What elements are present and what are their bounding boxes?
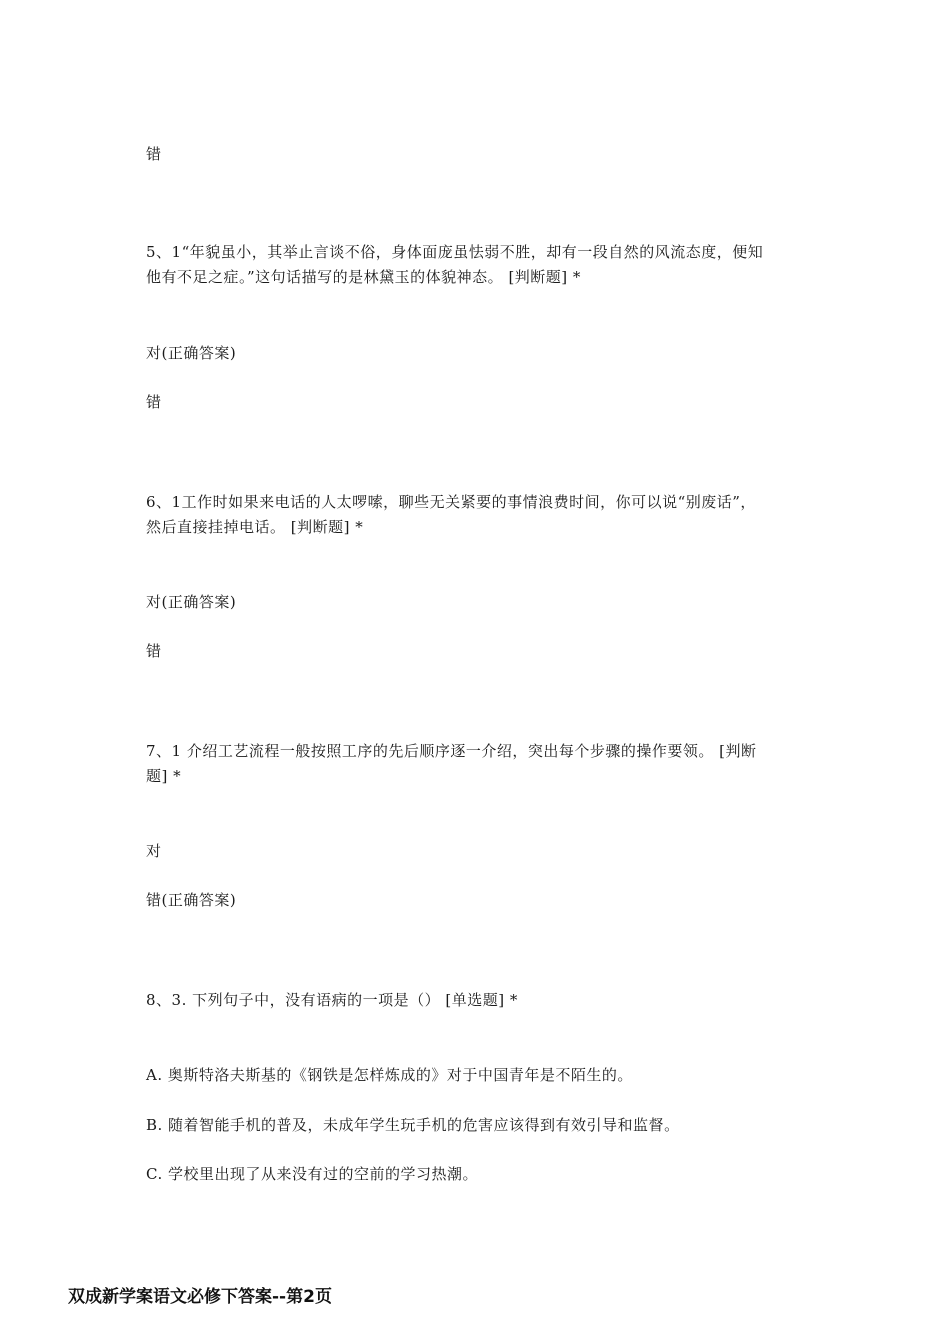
question-5-option-true: 对(正确答案): [146, 344, 237, 362]
question-8-option-a: A. 奥斯特洛夫斯基的《钢铁是怎样炼成的》对于中国青年是不陌生的。: [146, 1066, 633, 1084]
question-5-text-line-2: 他有不足之症。”这句话描写的是林黛玉的体貌神态。 [判断题] *: [146, 268, 581, 286]
question-7-option-true: 对: [146, 842, 162, 860]
question-7-text-line-2: 题] *: [146, 767, 182, 785]
question-5-text-line-1: 5、1“年貌虽小，其举止言谈不俗，身体面庞虽怯弱不胜，却有一段自然的风流态度，便知: [146, 243, 764, 261]
question-7-option-false: 错(正确答案): [146, 891, 237, 909]
question-5-option-false: 错: [146, 393, 162, 411]
page-footer: 双成新学案语文必修下答案--第2页: [68, 1287, 332, 1307]
question-6-option-false: 错: [146, 642, 162, 660]
prev-question-option-wrong: 错: [146, 145, 162, 163]
question-6-option-true: 对(正确答案): [146, 593, 237, 611]
question-8-option-b: B. 随着智能手机的普及，未成年学生玩手机的危害应该得到有效引导和监督。: [146, 1116, 680, 1134]
question-7-text-line-1: 7、1 介绍工艺流程一般按照工序的先后顺序逐一介绍，突出每个步骤的操作要领。 [判断: [146, 742, 757, 760]
question-6-text-line-2: 然后直接挂掉电话。 [判断题] *: [146, 518, 364, 536]
question-6-text-line-1: 6、1工作时如果来电话的人太啰嗦，聊些无关紧要的事情浪费时间，你可以说“别废话”，: [146, 493, 756, 511]
question-8-text: 8、3. 下列句子中，没有语病的一项是（） [单选题] *: [146, 991, 518, 1009]
question-8-option-c: C. 学校里出现了从来没有过的空前的学习热潮。: [146, 1165, 478, 1183]
